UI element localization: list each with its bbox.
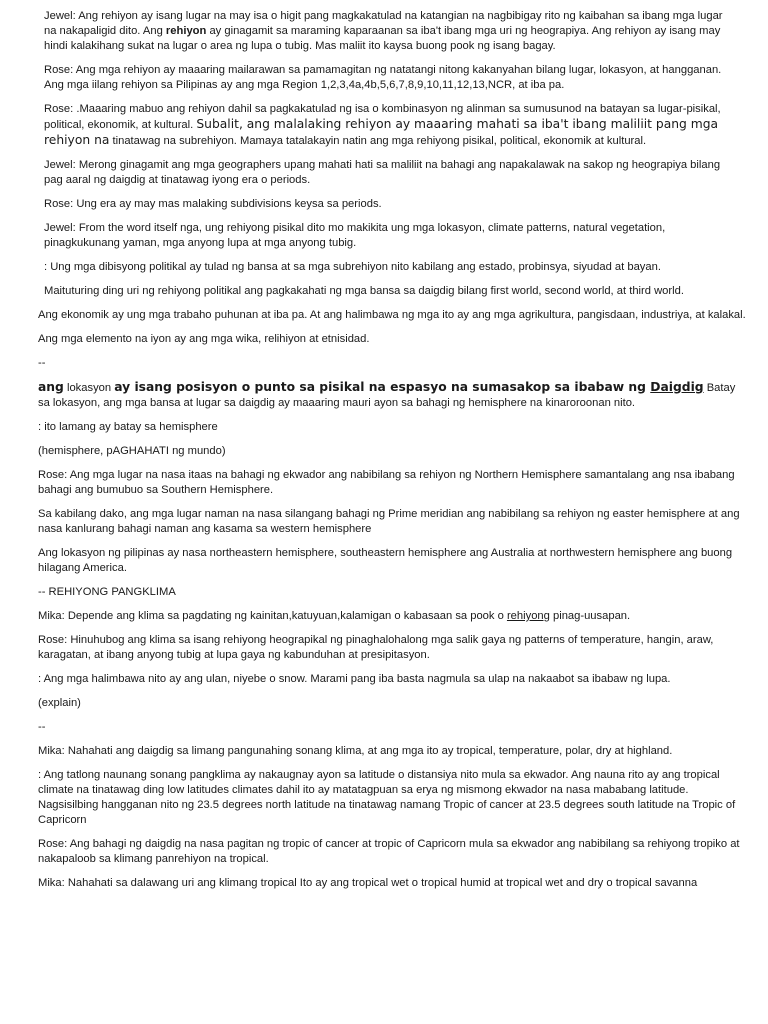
bold-term: rehiyon [165,25,207,37]
paragraph: Sa kabilang dako, ang mga lugar naman na nasa silangang bahagi ng Prime meridian ang nabibilang sa rehiyon ng easter hemisphere at ang nasa kanlurang bahagi naman ang kasama sa western hemisphere [38,508,740,535]
text-run: lokasyon [63,382,115,394]
text-run: Mika: Depende ang klima sa pagdating ng kainitan,katuyuan,kalamigan o kabasaan sa pook o [38,610,507,622]
paragraph [38,380,750,411]
paragraph: Ang ekonomik ay ung mga trabaho puhunan at iba pa. At ang halimbawa ng mga ito ay ang mga agrikultura, pangisdaan, industriya, at kalakal. [38,309,746,321]
paragraph [38,102,750,149]
paragraph: Maituturing ding uri ng rehiyong politikal ang pagkakahati ng mga bansa sa daigdig bilang first world, second world, at third world. [44,285,684,297]
paragraph: : Ang mga halimbawa nito ay ang ulan, niyebe o snow. Marami pang iba basta nagmula sa ulap na nakaabot sa ibabaw ng lupa. [38,673,671,685]
paragraph: : Ung mga dibisyong politikal ay tulad ng bansa at sa mga subrehiyon nito kabilang ang estado, probinsya, siyudad at bayan. [44,261,661,273]
paragraph [38,9,750,54]
separator: -- [38,357,46,369]
text-run: ang [38,380,64,394]
paragraph: Mika: Nahahati ang daigdig sa limang pangunahing sonang klima, at ang mga ito ay tropical, temperature, polar, dry at highland. [38,745,673,757]
text-run: Subalit, ang malalaking rehiyon ay maaaring mahati sa iba't ibang maliliit pang mga rehiyon na [44,117,719,147]
paragraph: Rose: Ang bahagi ng daigdig na nasa pagitan ng tropic of cancer at tropic of Capricorn mula sa ekwador ang nabibilang sa rehiyong tropiko at nakapaloob sa klimang panrehiyon na tropical. [38,838,740,865]
paragraph: (hemisphere, pAGHAHATI ng mundo) [38,445,226,457]
paragraph: Mika: Nahahati sa dalawang uri ang klimang tropical Ito ay ang tropical wet o tropical humid at tropical wet and dry o tropical savanna [38,877,698,889]
paragraph [38,609,750,624]
rehiyong-link[interactable]: rehiyong [506,610,550,622]
text-run: ay ginagamit sa maraming kaparaanan sa iba't ibang mga uri ng heograpiya. Ang rehiyon ay isang may hindi kalakihang sukat na lugar o area ng lupa o tubig. Mas maliit ito kaysa buong pook ng isang bagay. [44,25,721,52]
text-run: ay isang posisyon o punto sa pisikal na espasyo na sumasakop sa ibabaw ng [114,380,651,394]
text-run: Jewel: Ang rehiyon ay isang lugar na may isa o higit pang magkakatulad na katangian na nagbibigay rito ng kaibahan sa ibang mga lugar na nakapaligid dito. Ang [44,10,723,37]
paragraph: Jewel: Merong ginagamit ang mga geographers upang mahati hati sa maliliit na bahagi ang napakalawak na sakop ng heograpiya bilang pag aaral ng daigdig at tinatawag iyong era o periods. [44,159,721,186]
text-run: tinatawag na subrehiyon. Mamaya tatalakayin natin ang mga rehiyong pisikal, political, ekonomik at kultural. [109,135,647,147]
text-run: Rose: .Maaaring mabuo ang rehiyon dahil sa pagkakatulad ng isa o kombinasyon ng alinman sa sumusunod na batayan sa lugar-pisikal, political, ekonomik, at kultural. [44,103,721,131]
text-run: Batay sa lokasyon, ang mga bansa at lugar sa daigdig ay maaaring mauri ayon sa bahagi ng hemisphere na kinaroroonan nito. [38,382,736,409]
paragraph: Jewel: From the word itself nga, ung rehiyong pisikal dito mo makikita ung mga lokasyon, climate patterns, natural vegetation, pinagkukunang yaman, mga anyong lupa at mga anyong tubig. [44,222,666,249]
paragraph: Ang lokasyon ng pilipinas ay nasa northeastern hemisphere, southeastern hemisphere ang Australia at northwestern hemisphere ang buong hilagang America. [38,547,733,574]
paragraph: Rose: Ang mga lugar na nasa itaas na bahagi ng ekwador ang nabibilang sa rehiyon ng Northern Hemisphere samantalang ang nsa ibabang bahagi ang bumubuo sa Southern Hemisphere. [38,469,735,496]
separator: -- [38,721,46,733]
daigdig-link[interactable]: Daigdig [650,380,704,394]
paragraph: (explain) [38,697,81,709]
paragraph: Rose: Ang mga rehiyon ay maaaring mailarawan sa pamamagitan ng natatangi nitong kakanyahan bilang lugar, lokasyon, at hangganan. Ang mga iilang rehiyon sa Pilipinas ay ang mga Region 1,2,3,4a,4b,5,6,7,8,9,10,11,12,13,NCR, at iba pa. [44,64,722,91]
section-heading: -- REHIYONG PANGKLIMA [38,586,176,598]
paragraph: Rose: Ung era ay may mas malaking subdivisions keysa sa periods. [44,198,382,210]
text-run: pinag-uusapan. [549,610,631,622]
paragraph: : ito lamang ay batay sa hemisphere [38,421,218,433]
paragraph: : Ang tatlong naunang sonang pangklima ay nakaugnay ayon sa latitude o distansiya nito mula sa ekwador. Ang nauna rito ay ang tropical climate na tinatawag ding low latitudes climates dahil ito ay matatagpuan sa erya ng mismong ekwador na nasa mababang latitude. Nagsisilbing hangganan nito ng 23.5 degrees north latitude na tinatawag namang Tropic of cancer at 23.5 degrees south latitude na Tropic of Capricorn [38,769,736,826]
paragraph: Rose: Hinuhubog ang klima sa isang rehiyong heograpikal ng pinaghalohalong mga salik gaya ng patterns of temperature, hangin, araw, karagatan, at ibang anyong tubig at lupa gaya ng kabunduhan at presipitasyon. [38,634,714,661]
paragraph: Ang mga elemento na iyon ay ang mga wika, relihiyon at etnisidad. [38,333,370,345]
